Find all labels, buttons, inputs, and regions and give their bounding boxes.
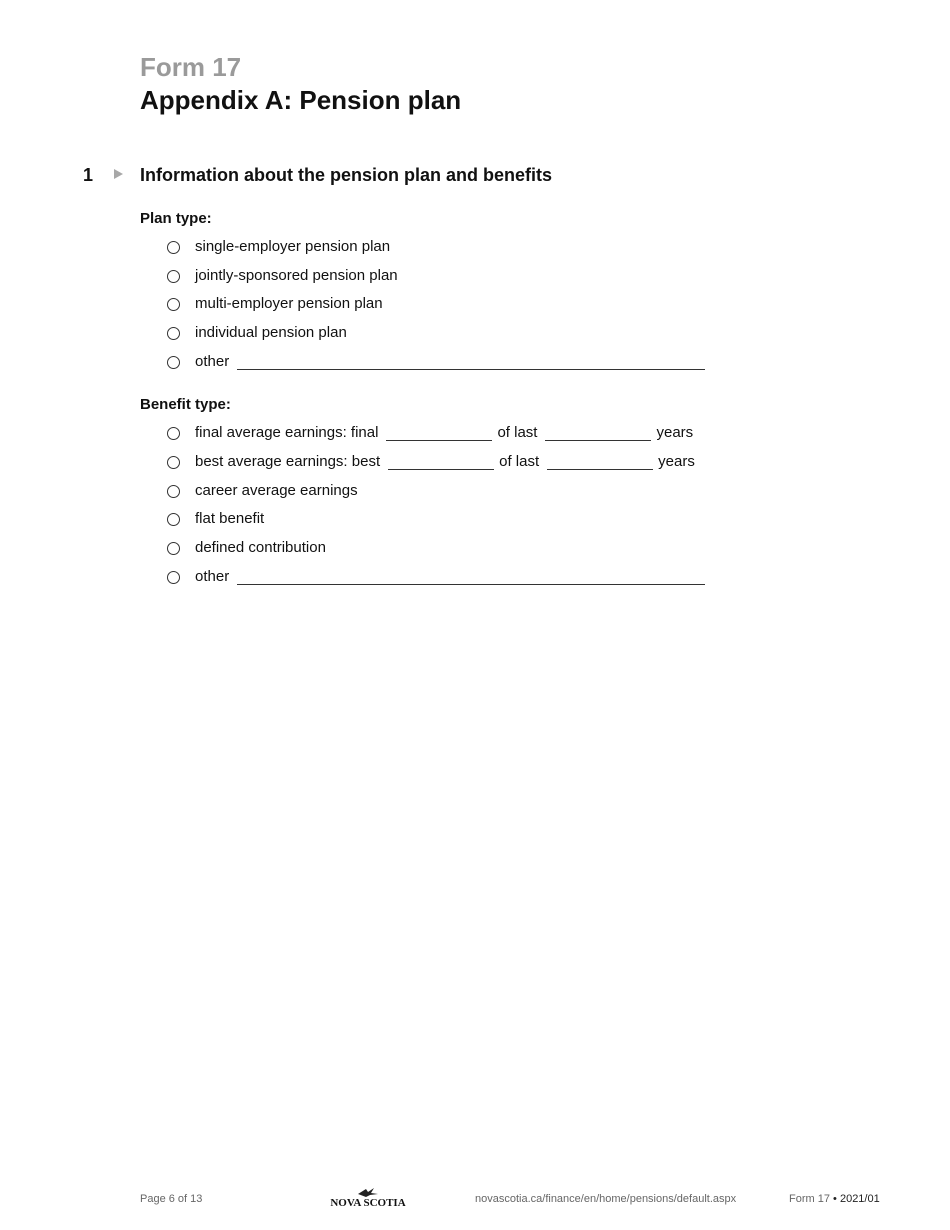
option-label: other (195, 568, 230, 585)
option-label: single-employer pension plan (195, 238, 391, 255)
option-label: jointly-sponsored pension plan (195, 267, 398, 284)
final-average-years-field[interactable] (545, 426, 651, 441)
benefit-type-option-career-average[interactable] (167, 480, 707, 502)
section-arrow-icon (114, 169, 123, 179)
plan-type-option-other[interactable] (167, 351, 707, 373)
footer-form: Form 17 (789, 1193, 830, 1205)
footer-url: novascotia.ca/finance/en/home/pensions/default.aspx (475, 1193, 737, 1205)
option-label: defined contribution (195, 539, 326, 556)
plan-type-label: Plan type: (140, 210, 212, 227)
benefit-type-option-final-average[interactable] (167, 422, 707, 444)
benefit-type-option-flat-benefit[interactable] (167, 508, 707, 530)
radio-icon[interactable] (167, 571, 180, 584)
radio-icon[interactable] (167, 241, 180, 254)
of-last-label: of last (499, 453, 540, 470)
years-label: years (656, 424, 694, 441)
of-last-label: of last (497, 424, 538, 441)
plan-type-option-individual[interactable] (167, 322, 707, 344)
radio-icon[interactable] (167, 356, 180, 369)
plan-type-option-multi-employer[interactable] (167, 293, 707, 315)
radio-icon[interactable] (167, 327, 180, 340)
radio-icon[interactable] (167, 542, 180, 555)
logo-text: NOVA SCOTIA (330, 1197, 406, 1209)
plan-type-option-single-employer[interactable] (167, 236, 707, 258)
best-average-count-field[interactable] (388, 455, 494, 470)
page-title: Appendix A: Pension plan (140, 85, 462, 115)
benefit-type-option-best-average[interactable] (167, 451, 707, 473)
footer-bullet: • (833, 1193, 837, 1205)
option-label: multi-employer pension plan (195, 295, 383, 312)
radio-icon[interactable] (167, 270, 180, 283)
benefit-type-option-other[interactable] (167, 566, 707, 588)
plan-type-other-field[interactable] (237, 355, 705, 370)
option-label: other (195, 353, 230, 370)
radio-icon[interactable] (167, 427, 180, 440)
radio-icon[interactable] (167, 513, 180, 526)
option-label: individual pension plan (195, 324, 347, 341)
option-label: best average earnings: best (195, 453, 381, 470)
form-number: Form 17 (140, 52, 242, 82)
footer-form-version (789, 1190, 880, 1208)
radio-icon[interactable] (167, 298, 180, 311)
years-label: years (658, 453, 695, 470)
benefit-type-other-field[interactable] (237, 570, 705, 585)
option-label: final average earnings: final (195, 424, 379, 441)
radio-icon[interactable] (167, 485, 180, 498)
option-label: flat benefit (195, 510, 265, 527)
plan-type-option-jointly-sponsored[interactable] (167, 265, 707, 287)
page-number: Page 6 of 13 (140, 1193, 203, 1205)
nova-scotia-logo (328, 1185, 408, 1209)
radio-icon[interactable] (167, 456, 180, 469)
best-average-years-field[interactable] (547, 455, 653, 470)
benefit-type-option-defined-contribution[interactable] (167, 537, 707, 559)
osprey-icon (328, 1185, 408, 1209)
benefit-type-label: Benefit type: (140, 396, 231, 413)
footer-version: 2021/01 (839, 1193, 880, 1205)
section-number: 1 (83, 165, 94, 185)
section-title: Information about the pension plan and benefits (140, 165, 553, 185)
option-label: career average earnings (195, 482, 358, 499)
final-average-count-field[interactable] (386, 426, 492, 441)
